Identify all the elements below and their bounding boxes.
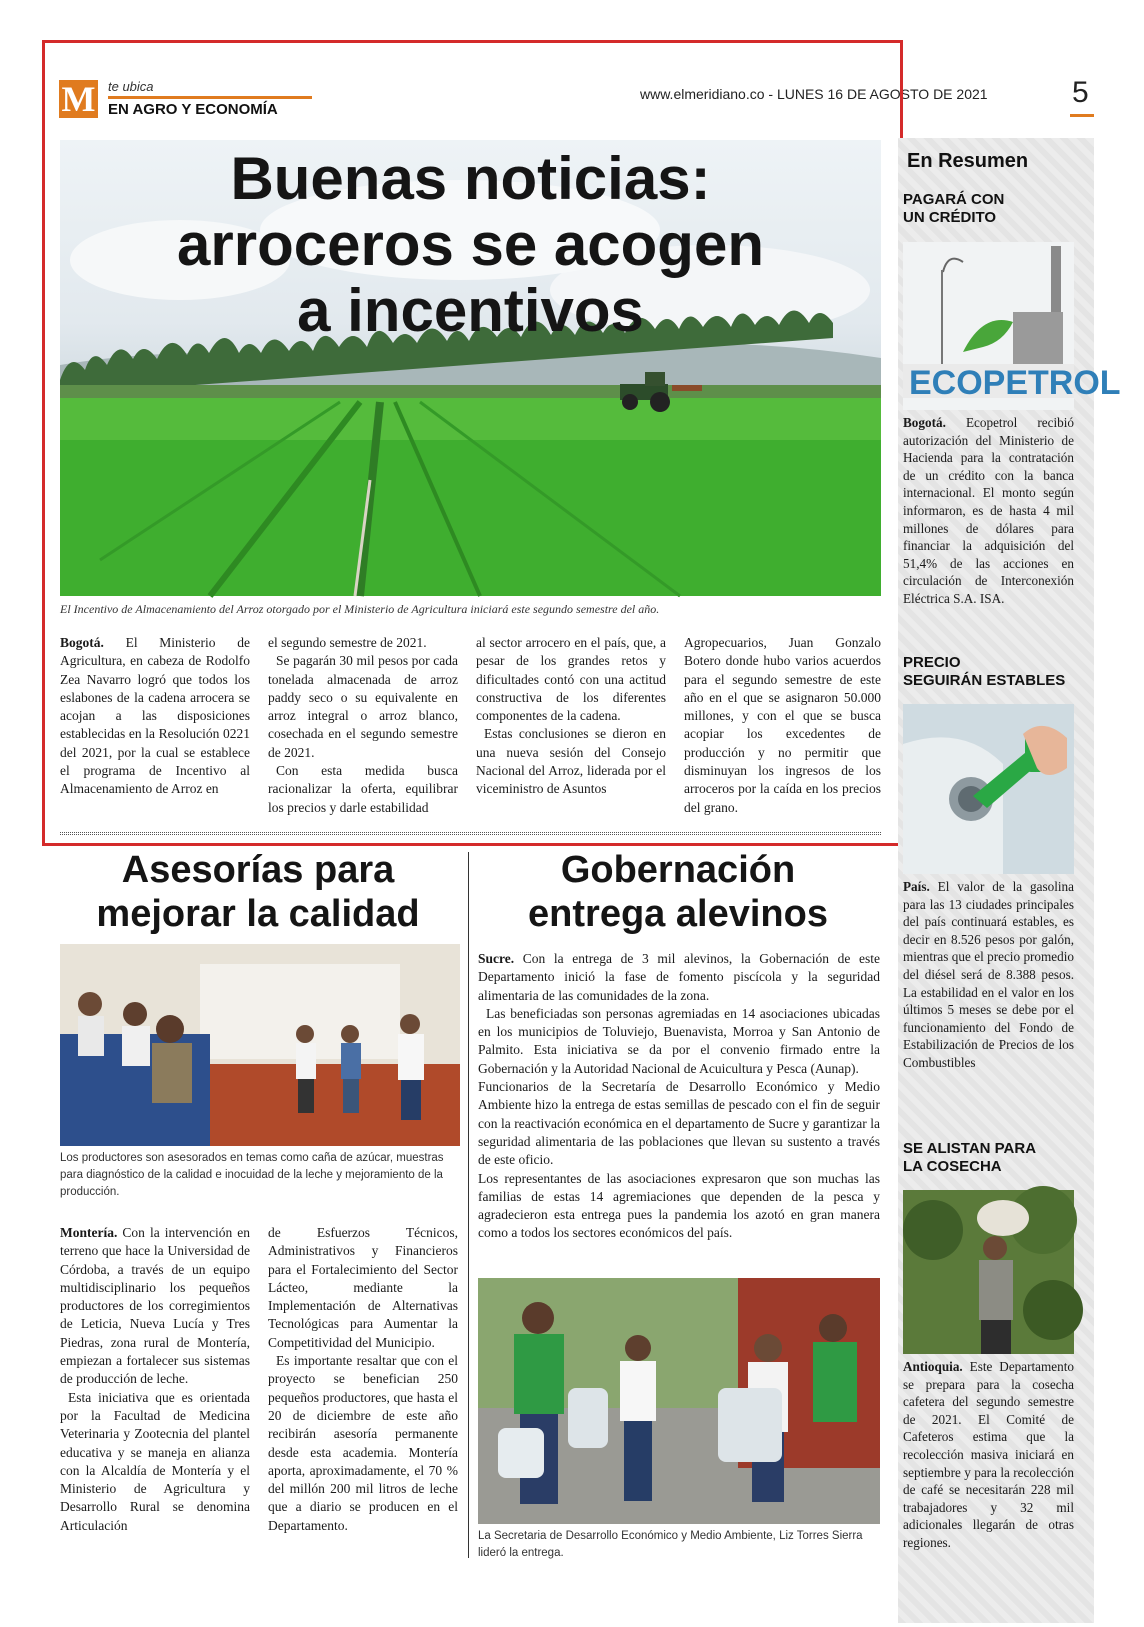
sidebar-item3-dateline: Antioquia. bbox=[903, 1359, 963, 1374]
alevinos-p1: Con la entrega de 3 mil alevinos, la Gobernación de este Departamento inició la fase de fomento piscícola y la seguridad alimentaria de las comunidades de la zona. bbox=[478, 951, 880, 1003]
sidebar-item2-text bbox=[903, 878, 1074, 1072]
page-number: 5 bbox=[1072, 76, 1089, 109]
main-story-col4-text: Agropecuarios, Juan Gonzalo Botero donde hubo varios acuerdos para el segundo semestre de este año en el que se asignaron 50.000 millones, y con el que se busca acopiar los excedentes de producción y no permitir que disminuyan los ingresos de los arroceros por la caída en los precios del grano. bbox=[684, 635, 881, 815]
coffee-harvest-illustration bbox=[903, 1190, 1074, 1354]
fish-delivery-illustration bbox=[478, 1278, 880, 1524]
sidebar-item1-dateline: Bogotá. bbox=[903, 415, 946, 430]
main-story-dateline: Bogotá. bbox=[60, 635, 104, 650]
fuel-pump-illustration bbox=[903, 704, 1074, 874]
alevinos-p2: Las beneficiadas son personas agremiadas en 14 asociaciones ubicadas en los municipios de Toluviejo, Buenavista, Morroa y San Antonio de Palmito. Esta iniciativa se da por el convenio firmado entre la Gobernación y la Autoridad Nacional de Acuicultura y Pesca (Aunap). bbox=[478, 1005, 880, 1076]
sidebar-item2-title bbox=[903, 654, 1065, 690]
main-story-col2-p3: Con esta medida busca racionalizar la oferta, equilibrar los precios y darle estabilidad bbox=[268, 763, 458, 815]
sidebar-item1-photo bbox=[903, 242, 1121, 410]
hero-caption: El Incentivo de Almacenamiento del Arroz otorgado por el Ministerio de Agricultura iniciará este segundo semestre del año. bbox=[60, 602, 660, 616]
highlight-frame bbox=[42, 40, 903, 846]
asesorias-col2-p1: de Esfuerzos Técnicos, Administrativos y Financieros para el Fortalecimiento del Sector Lácteo, mediante la Implementación de Alternativas Tecnológicas para Aumentar la Competitividad del Municipio. bbox=[268, 1225, 458, 1350]
newspaper-logo: M bbox=[59, 80, 98, 118]
sidebar-item2-dateline: País. bbox=[903, 879, 930, 894]
asesorias-dateline: Montería. bbox=[60, 1225, 118, 1240]
page-number-rule bbox=[1070, 114, 1094, 117]
asesorias-caption: Los productores son asesorados en temas como caña de azúcar, muestras para diagnóstico de la calidad e inocuidad de la leche y mejoramiento de la producción. bbox=[60, 1152, 444, 1198]
alevinos-dateline: Sucre. bbox=[478, 951, 515, 966]
alevinos-body bbox=[478, 950, 880, 1243]
alevinos-p4: Los representantes de las asociaciones expresaron que son muchas las familias de estas 14 agremiaciones que dependen de la pesca y agradecieron esta entrega pues la pandemia los azotó en gran manera como a todos los sectores económicos del país. bbox=[478, 1170, 880, 1241]
sidebar-item3-text bbox=[903, 1358, 1074, 1552]
asesorias-headline-line1: Asesorías para bbox=[121, 849, 395, 891]
alevinos-headline-line2: entrega alevinos bbox=[528, 893, 828, 935]
main-story-col1-text: El Ministerio de Agricultura, en cabeza de Rodolfo Zea Navarro logró que todos los eslabones de la cadena arrocera se acojan a las disposiciones establecidas en la Resolución 0221 del 2021, por la cual se establece el programa de Incentivo al Almacenamiento de Arroz en bbox=[60, 635, 250, 797]
sidebar-item1-text bbox=[903, 414, 1074, 608]
asesorias-col1 bbox=[60, 1224, 250, 1535]
asesorias-col2-p2: Es importante resaltar que con el proyecto se benefician 250 pequeños productores, que hasta el 20 de diciembre de este año recibirán asesoría permanente desde esta academia. Montería aporta, aproximadamente, el 70 % del millón 200 mil litros de leche que a diario se producen en el Departamento. bbox=[268, 1353, 458, 1533]
column-divider bbox=[468, 852, 469, 1558]
asesorias-headline bbox=[60, 848, 456, 936]
ecopetrol-sign-text: ECOPETROL bbox=[909, 364, 1121, 402]
section-name: EN AGRO Y ECONOMÍA bbox=[108, 101, 278, 118]
sidebar-item1-title-line1: PAGARÁ CON bbox=[903, 191, 1005, 208]
main-story-col3-p1: al sector arrocero en el país, que, a pesar de los grandes retos y dificultades contó con una actitud constructiva de los diferentes componentes de la cadena. bbox=[476, 635, 666, 724]
alevinos-photo bbox=[478, 1278, 880, 1524]
sidebar-item2-title-line2: SEGUIRÁN ESTABLES bbox=[903, 672, 1066, 689]
alevinos-headline bbox=[478, 848, 878, 936]
sidebar-item3-photo bbox=[903, 1190, 1074, 1354]
main-story-col2-p2: Se pagarán 30 mil pesos por cada tonelada almacenada de arroz paddy seco o su equivalente en arroz integral o arroz blanco, cosechada en el segundo semestre de 2021. bbox=[268, 653, 458, 760]
main-story-col3-p2: Estas conclusiones se dieron en una nueva sesión del Consejo Nacional del Arroz, liderada por el viceministro de Asuntos bbox=[476, 726, 666, 797]
sidebar-item2-photo bbox=[903, 704, 1074, 874]
sidebar-item1-body: Ecopetrol recibió autorización del Ministerio de Hacienda para la contratación de un crédito con la banca internacional. El monto según informaron, es de hasta 4 mil millones de dólares para financiar la adquisición del 51,4% de las acciones en circulación de Interconexión Eléctrica S.A. ISA. bbox=[903, 415, 1074, 606]
ecopetrol-sign-illustration bbox=[903, 242, 1121, 410]
alevinos-p3: Funcionarios de la Secretaría de Desarrollo Económico y Medio Ambiente hizo la entrega de estas semillas de pescado con el fin de seguir con la reactivación económica en el departamento de Sucre y garantizar la seguridad alimentaria de las poblaciones que llevan su sustento a través de este oficio. bbox=[478, 1079, 880, 1168]
classroom-illustration bbox=[60, 944, 460, 1146]
sidebar-item3-title-line2: LA COSECHA bbox=[903, 1158, 1002, 1175]
main-story-col2-p1: el segundo semestre de 2021. bbox=[268, 635, 427, 650]
sidebar-title: En Resumen bbox=[907, 150, 1029, 172]
main-headline-line1: Buenas noticias: bbox=[230, 145, 711, 212]
asesorias-col2 bbox=[268, 1224, 458, 1535]
asesorias-col1-p1: Con la intervención en terreno que hace la Universidad de Córdoba, a través de un equipo multidisciplinario los pequeños productores de los corregimientos de Leticia, Nueva Lucía y Tres Piedras, zona rural de Montería, empiezan a fortalecer sus sistemas de producción de leche. bbox=[60, 1225, 250, 1387]
sidebar-item1-title-line2: UN CRÉDITO bbox=[903, 209, 997, 226]
asesorias-photo bbox=[60, 944, 460, 1146]
sidebar-item1-title bbox=[903, 191, 1004, 227]
sidebar-item3-title-line1: SE ALISTAN PARA bbox=[903, 1140, 1037, 1157]
dateline: www.elmeridiano.co - LUNES 16 DE AGOSTO DE 2021 bbox=[640, 86, 988, 102]
alevinos-headline-line1: Gobernación bbox=[560, 849, 796, 891]
main-headline-line2: arroceros se acogen bbox=[177, 211, 764, 278]
asesorias-col1-p2: Esta iniciativa que es orientada por la Facultad de Medicina Veterinaria y Zootecnia del plantel educativa y se maneja en alianza con la Alcaldía de Montería y el Ministerio de Agricultura y Desarrollo Rural se denomina Articulación bbox=[60, 1389, 250, 1533]
sidebar-item3-title bbox=[903, 1140, 1036, 1176]
sidebar-item2-body: El valor de la gasolina para las 13 ciudades principales del país continuará estables, es decir en 8.526 pesos por galón, mientras que el precio promedio del diésel será de 8.388 pesos. La estabilidad en el valor en los últimos 5 meses se debe por el funcionamiento del Fondo de Estabilización de Precios de los Combustibles bbox=[903, 879, 1074, 1070]
section-kicker: te ubica bbox=[108, 79, 154, 94]
alevinos-caption: La Secretaria de Desarrollo Económico y Medio Ambiente, Liz Torres Sierra lideró la entrega. bbox=[478, 1530, 863, 1559]
sidebar-item2-title-line1: PRECIO bbox=[903, 654, 961, 671]
main-headline-line3: a incentivos bbox=[297, 277, 644, 344]
sidebar-item3-body: Este Departamento se prepara para la cosecha cafetera del segundo semestre de 2021. El Comité de Cafeteros estima que la recolección masiva iniciará en septiembre y para la recolección de café se necesitarán 228 mil trabajadores y 32 mil adicionales llegarán de otras regiones. bbox=[903, 1359, 1075, 1550]
asesorias-headline-line2: mejorar la calidad bbox=[96, 893, 420, 935]
